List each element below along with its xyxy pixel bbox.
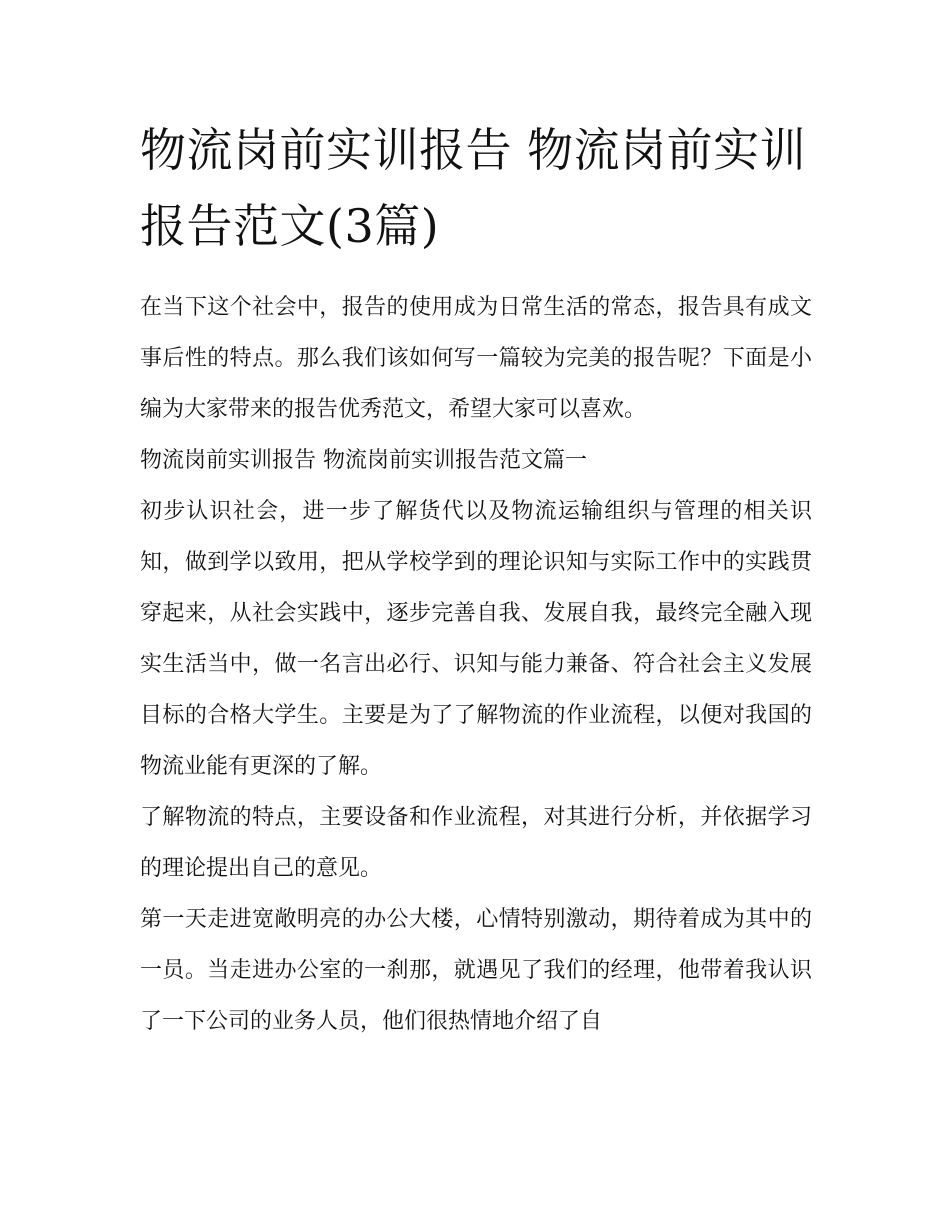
intro-paragraph: 在当下这个社会中，报告的使用成为日常生活的常态，报告具有成文事后性的特点。那么我们该如何写一篇较为完美的报告呢？下面是小编为大家带来的报告优秀范文，希望大家可以喜欢。 xyxy=(140,295,812,422)
body-paragraph-3: 第一天走进宽敞明亮的办公大楼，心情特别激动，期待着成为其中的一员。当走进办公室的一刹那，就遇见了我们的经理，他带着我认识了一下公司的业务人员，他们很热情地介绍了自 xyxy=(140,907,812,1034)
document-title: 物流岗前实训报告 物流岗前实训报告范文(3篇) xyxy=(140,123,807,253)
body-paragraph-1: 初步认识社会，进一步了解货代以及物流运输组织与管理的相关识知，做到学以致用，把从学校学到的理论识知与实际工作中的实践贯穿起来，从社会实践中，逐步完善自我、发展自我，最终完全融入现实生活当中，做一名言出必行、识知与能力兼备、符合社会主义发展目标的合格大学生。主要是为了了解物流的作业流程，以便对我国的物流业能有更深的了解。 xyxy=(140,499,812,779)
body-paragraph-2: 了解物流的特点，主要设备和作业流程，对其进行分析，并依据学习的理论提出自己的意见。 xyxy=(140,805,812,881)
section-heading: 物流岗前实训报告 物流岗前实训报告范文篇一 xyxy=(140,448,587,473)
document-page xyxy=(140,112,812,1047)
